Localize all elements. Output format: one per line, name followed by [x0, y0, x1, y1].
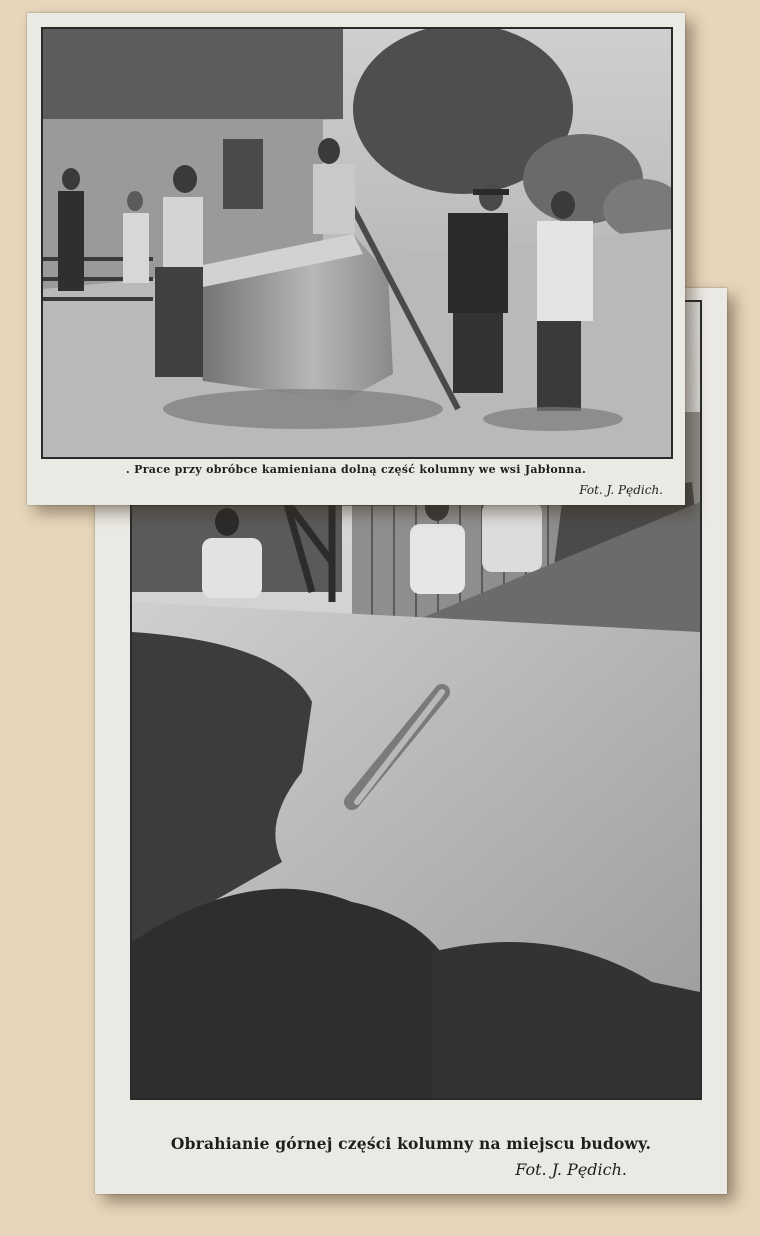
photo-credit: Fot. J. Pędich. — [579, 483, 663, 497]
photo-caption: . Prace przy obróbce kamieniana dolną część kolumny we wsi Jabłonna. — [125, 463, 587, 476]
column-base-photo — [41, 27, 673, 459]
photo-caption: Obrahianie górnej części kolumny na miejscu budowy. — [170, 1134, 652, 1153]
top-clipping — [27, 13, 685, 505]
photo-credit: Fot. J. Pędich. — [515, 1160, 627, 1179]
column-base-photo-image — [43, 29, 671, 457]
